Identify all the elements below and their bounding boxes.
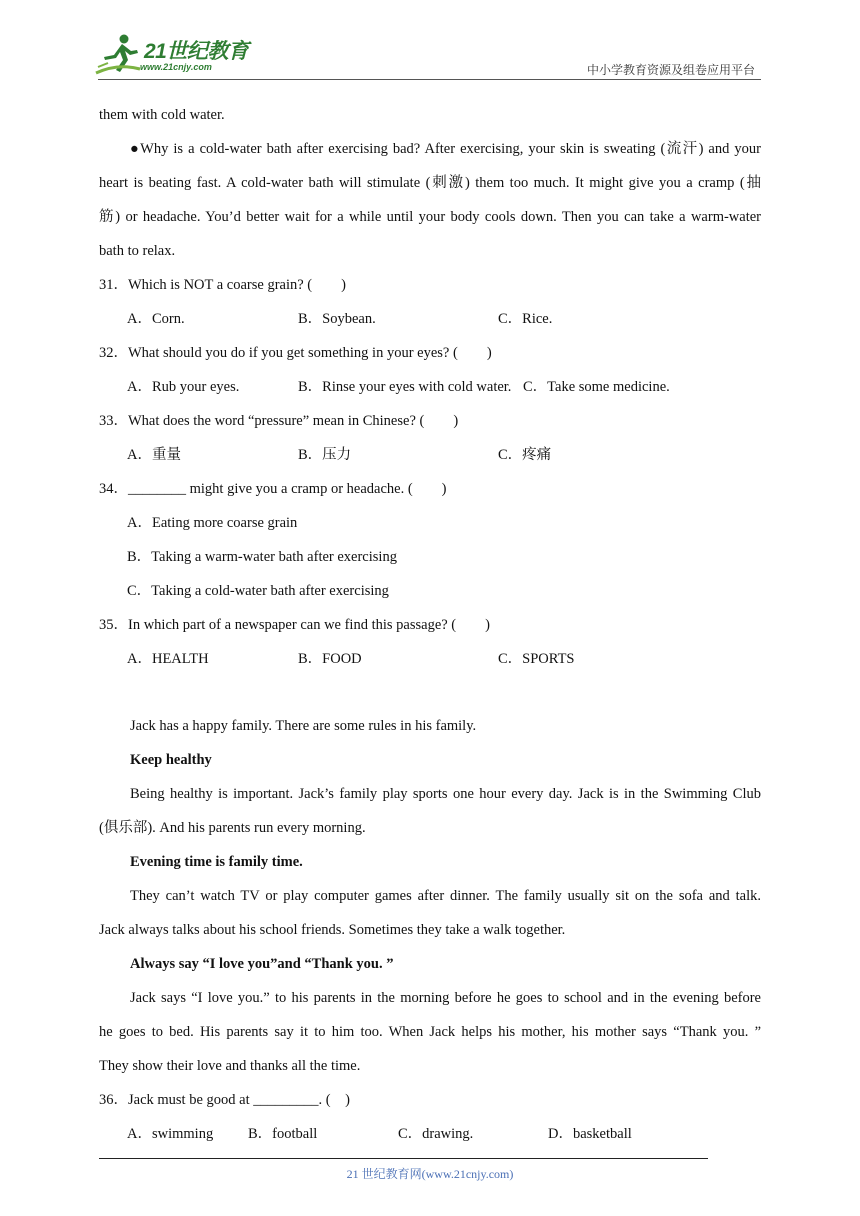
passage-line: heart is beating fast. A cold-water bath will stimulate (刺激) them too much. It might give you a cramp (抽	[99, 175, 761, 191]
question-option: D．basketball	[548, 1126, 632, 1142]
question-option: C．疼痛	[498, 447, 552, 463]
question-option: A．HEALTH	[127, 651, 209, 667]
section-heading: Keep healthy	[130, 752, 212, 768]
passage-line: Jack has a happy family. There are some rules in his family.	[130, 718, 477, 734]
question-option: A．Corn.	[127, 311, 185, 327]
question-option: C．Take some medicine.	[523, 379, 670, 395]
passage-line: bath to relax.	[99, 243, 176, 259]
question-stem: 34．________ might give you a cramp or headache. ( )	[99, 481, 447, 497]
question-option: B．Soybean.	[298, 311, 376, 327]
header-tagline: 中小学教育资源及组卷应用平台	[586, 63, 755, 77]
question-stem: 36．Jack must be good at _________. ( )	[99, 1092, 350, 1108]
question-option: A．重量	[127, 447, 181, 463]
question-option: A．swimming	[127, 1126, 214, 1142]
header-divider	[98, 79, 761, 80]
question-stem: 35．In which part of a newspaper can we find this passage? ( )	[99, 617, 490, 633]
question-stem: 32．What should you do if you get something in your eyes? ( )	[99, 345, 492, 361]
passage-line: They show their love and thanks all the time.	[99, 1058, 361, 1074]
passage-line: (俱乐部). And his parents run every morning.	[99, 820, 366, 836]
question-option: B．FOOD	[298, 651, 362, 667]
runner-logo-icon	[94, 33, 142, 77]
passage-line: Jack says “I love you.” to his parents in the morning before he goes to school and in the evening before	[130, 990, 761, 1006]
question-option: A．Eating more coarse grain	[127, 515, 298, 531]
logo-text: 21世纪教育	[144, 40, 249, 63]
question-stem: 31．Which is NOT a coarse grain? ( )	[99, 277, 346, 293]
page-footer: 21 世纪教育网(www.21cnjy.com)	[346, 1167, 514, 1181]
page-header	[0, 0, 860, 90]
section-heading: Evening time is family time.	[130, 854, 303, 870]
passage-line: ●Why is a cold-water bath after exercising bad? After exercising, your skin is sweating (流汗) and your	[130, 141, 761, 157]
question-option: C．SPORTS	[498, 651, 575, 667]
question-option: C．Taking a cold-water bath after exercising	[127, 583, 389, 599]
logo-url: www.21cnjy.com	[140, 62, 212, 72]
passage-line: They can’t watch TV or play computer games after dinner. The family usually sit on the sofa and talk.	[130, 888, 761, 904]
passage-line: them with cold water.	[99, 107, 225, 123]
question-option: A．Rub your eyes.	[127, 379, 240, 395]
passage-line: Being healthy is important. Jack’s family play sports one hour every day. Jack is in the Swimming Club	[130, 786, 761, 802]
passage-line: 筋) or headache. You’d better wait for a while until your body cools down. Then you can take a warm-water	[99, 209, 761, 225]
site-logo	[94, 33, 269, 79]
question-option: B．压力	[298, 447, 352, 463]
passage-line: Jack always talks about his school friends. Sometimes they take a walk together.	[99, 922, 566, 938]
question-stem: 33．What does the word “pressure” mean in Chinese? ( )	[99, 413, 459, 429]
section-heading: Always say “I love you”and “Thank you. ”	[130, 956, 394, 972]
question-option: C．drawing.	[398, 1126, 474, 1142]
question-option: B．football	[248, 1126, 318, 1142]
question-option: B．Rinse your eyes with cold water.	[298, 379, 512, 395]
question-option: B．Taking a warm-water bath after exercising	[127, 549, 397, 565]
question-option: C．Rice.	[498, 311, 553, 327]
passage-line: he goes to bed. His parents say it to him too. When Jack helps his mother, his mother says “Thank you. ”	[99, 1024, 761, 1040]
footer-divider	[99, 1158, 708, 1159]
